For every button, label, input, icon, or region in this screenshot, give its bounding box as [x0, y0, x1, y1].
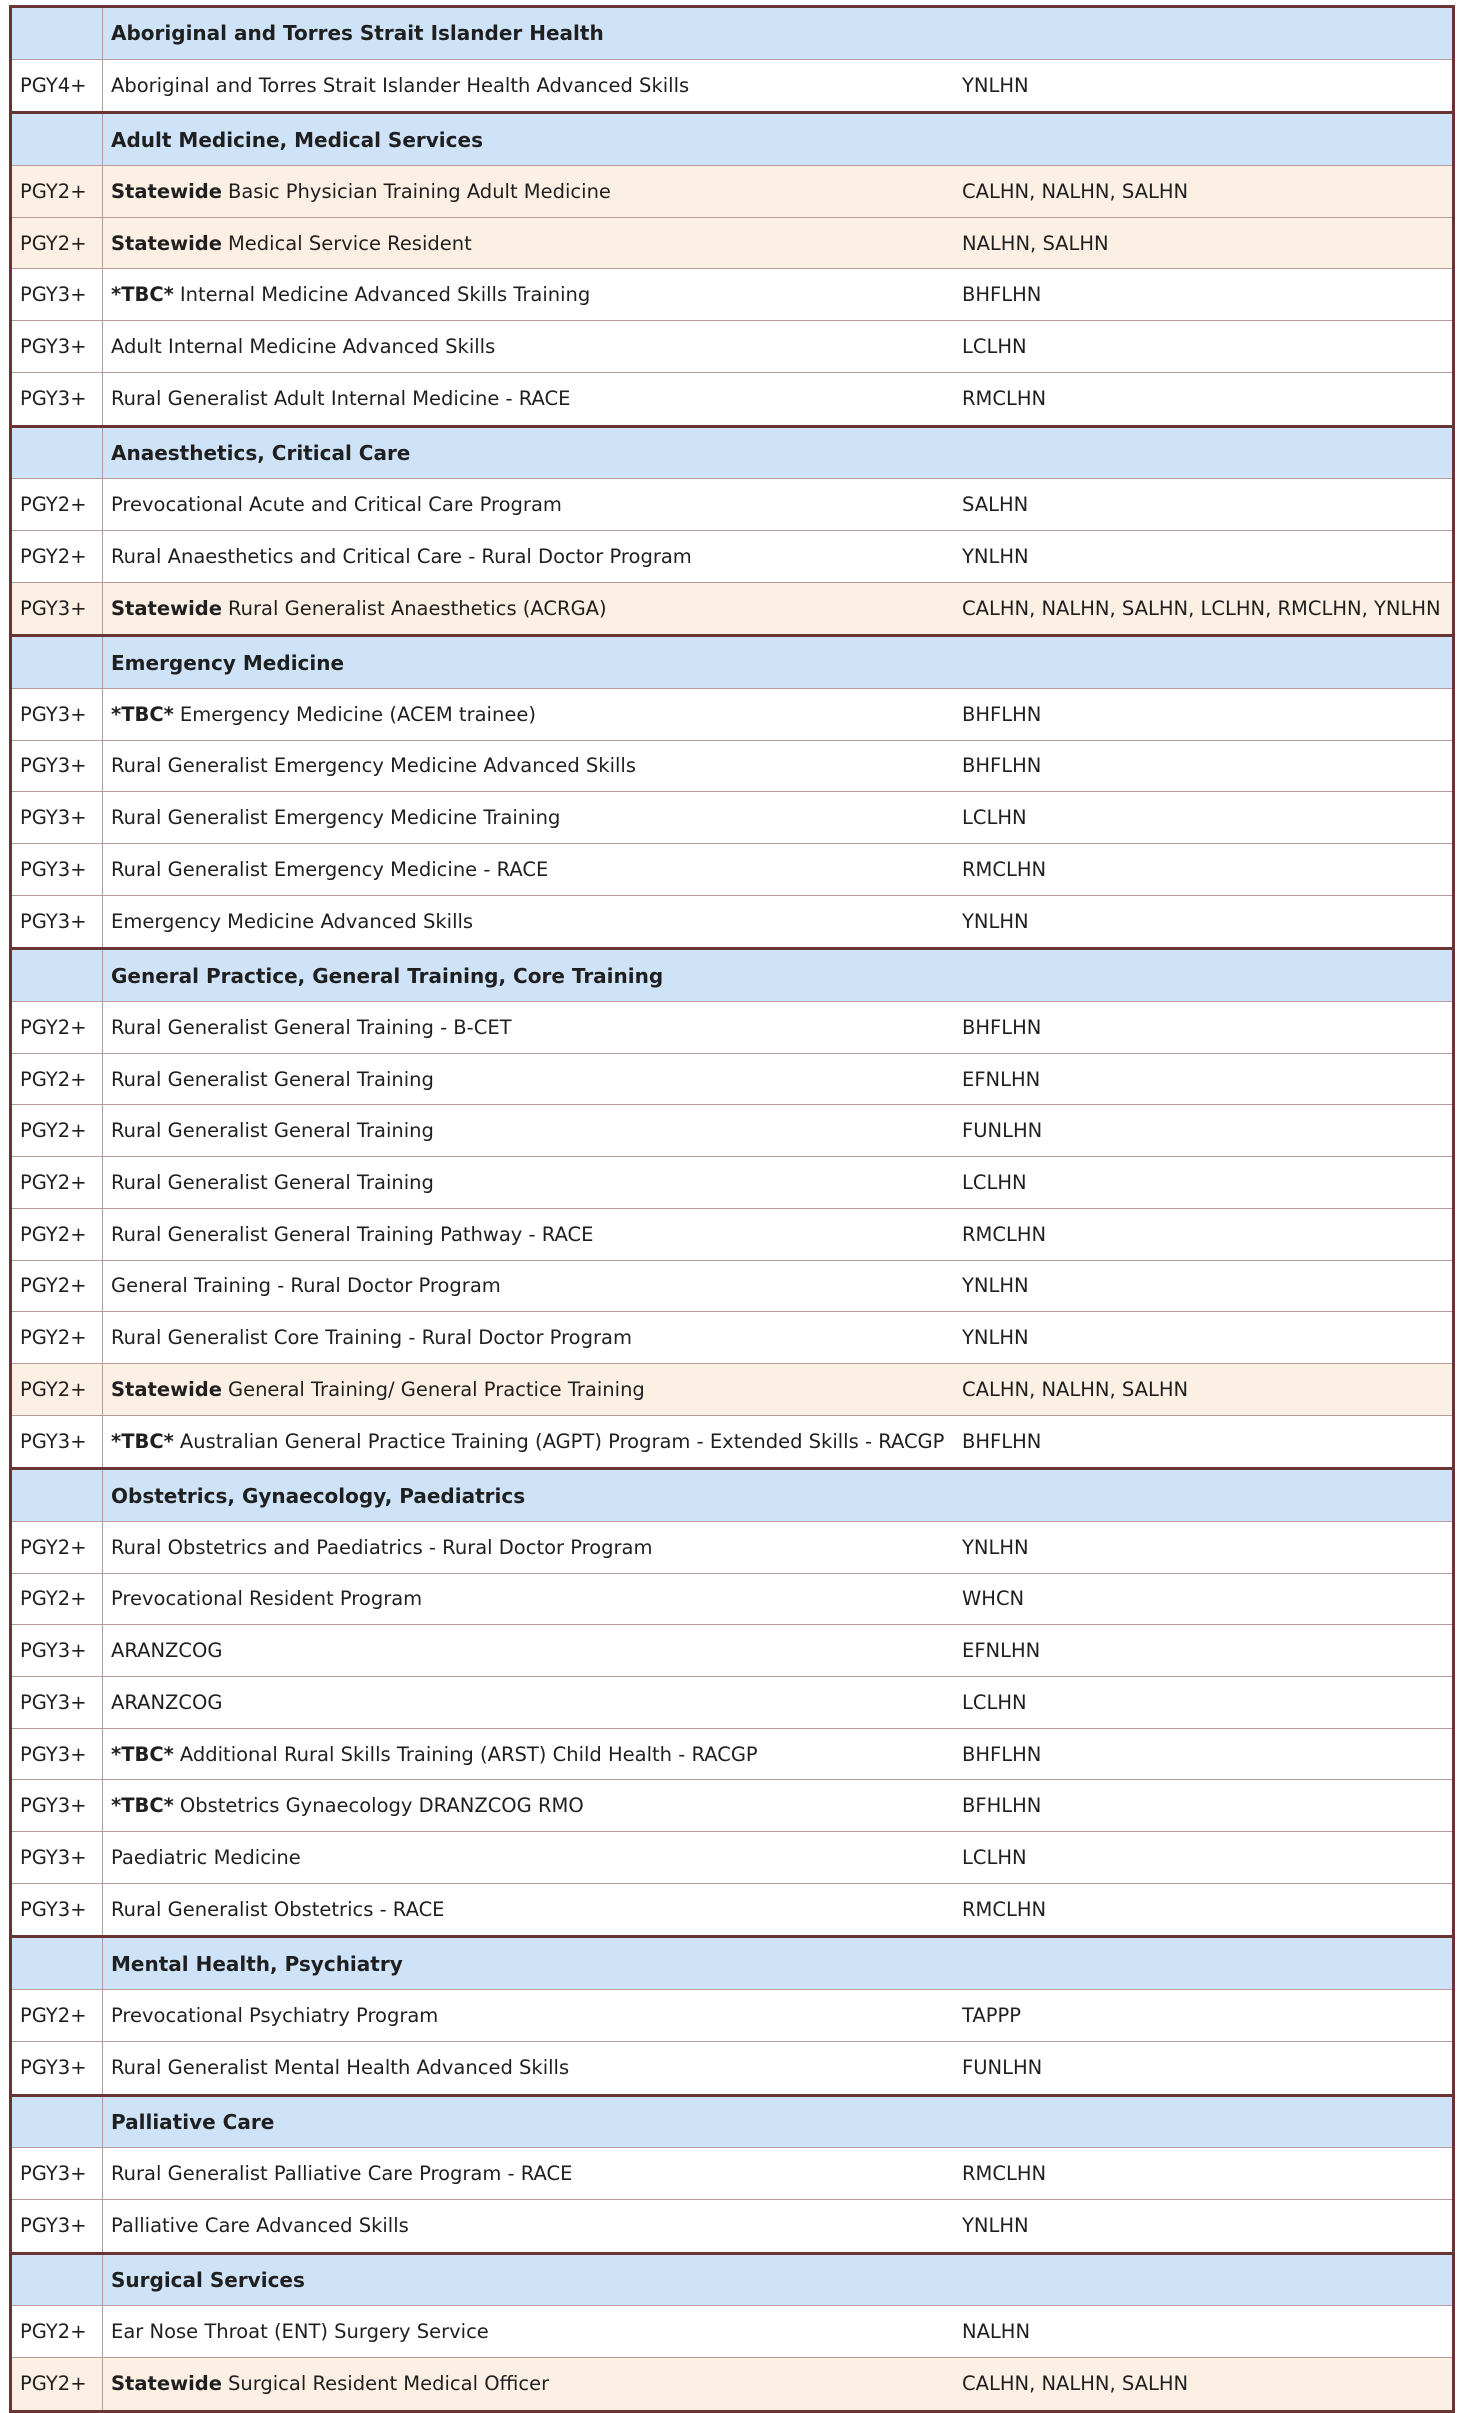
program-cell: [103, 1574, 954, 1625]
pgy-cell: PGY2+: [12, 1522, 103, 1573]
lhn-cell: YNLHN: [962, 74, 1029, 98]
lhn-cell: BHFLHN: [962, 702, 1042, 726]
table-row: [12, 689, 1452, 741]
program-name: Rural Generalist Anaesthetics (ACRGA): [227, 596, 607, 620]
lhn-cell: BHFLHN: [962, 754, 1042, 778]
program-name: Additional Rural Skills Training (ARST) Child Health - RACGP: [179, 1742, 758, 1766]
program-name: Rural Generalist Adult Internal Medicine - RACE: [111, 387, 571, 411]
program-cell: [103, 1884, 954, 1936]
program-cell: [103, 321, 954, 372]
group-header-lhn-spacer: [954, 1470, 1452, 1521]
program-cell: [103, 373, 954, 425]
program-tag: Statewide: [111, 2372, 222, 2396]
pgy-cell: PGY2+: [12, 2306, 103, 2357]
group-header-lhn-spacer: [954, 637, 1452, 688]
group-header-spacer: [12, 428, 103, 479]
program-cell: [103, 479, 954, 530]
program-cell: [103, 269, 954, 320]
group-header-lhn-spacer: [954, 428, 1452, 479]
program-name: Palliative Care Advanced Skills: [111, 2214, 409, 2238]
group-header-lhn-spacer: [954, 2255, 1452, 2306]
pgy-cell: PGY3+: [12, 844, 103, 895]
program-tag: *TBC*: [111, 1429, 174, 1453]
table-row: [12, 1574, 1452, 1626]
pgy-cell: PGY3+: [12, 1780, 103, 1831]
lhn-cell: NALHN: [962, 2320, 1031, 2344]
pgy-cell: PGY2+: [12, 531, 103, 582]
program-group: [9, 425, 1455, 638]
program-name: Rural Generalist Palliative Care Program - RACE: [111, 2162, 573, 2186]
lhn-cell: NALHN, SALHN: [962, 231, 1109, 255]
group-header-row: [12, 2255, 1452, 2307]
pgy-cell: PGY2+: [12, 2358, 103, 2410]
pgy-cell: PGY3+: [12, 1832, 103, 1883]
program-cell: [103, 2042, 954, 2094]
program-cell: [103, 844, 954, 895]
program-name: Rural Generalist Core Training - Rural Doctor Program: [111, 1326, 632, 1350]
lhn-cell: CALHN, NALHN, SALHN: [962, 1377, 1189, 1401]
pgy-cell: PGY3+: [12, 689, 103, 740]
pgy-cell: PGY3+: [12, 2148, 103, 2199]
program-cell: [103, 1522, 954, 1573]
program-cell: [103, 2358, 954, 2410]
table-row: [12, 1002, 1452, 1054]
table-row: [12, 844, 1452, 896]
program-name: Rural Generalist General Training - B-CET: [111, 1015, 512, 1039]
program-cell: [103, 1364, 954, 1415]
lhn-cell: CALHN, NALHN, SALHN, LCLHN, RMCLHN, YNLHN: [962, 596, 1441, 620]
group-header-row: [12, 1470, 1452, 1522]
group-title: General Practice, General Training, Core Training: [111, 963, 664, 988]
program-group: [9, 111, 1455, 427]
table-row: [12, 583, 1452, 635]
table-row: [12, 1157, 1452, 1209]
program-group: [9, 634, 1455, 950]
program-cell: [103, 2148, 954, 2199]
lhn-cell: EFNLHN: [962, 1067, 1041, 1091]
program-cell: [103, 1261, 954, 1312]
lhn-cell: CALHN, NALHN, SALHN: [962, 2372, 1189, 2396]
table-row: [12, 792, 1452, 844]
group-header-spacer: [12, 950, 103, 1001]
lhn-cell: BFHLHN: [962, 1794, 1042, 1818]
program-name: General Training - Rural Doctor Program: [111, 1274, 501, 1298]
group-header-lhn-spacer: [954, 2097, 1452, 2148]
program-name: Rural Generalist General Training: [111, 1119, 434, 1143]
program-cell: [103, 1416, 954, 1468]
lhn-cell: TAPPP: [962, 2003, 1022, 2027]
program-name: Rural Generalist General Training: [111, 1067, 434, 1091]
program-name: Prevocational Resident Program: [111, 1587, 423, 1611]
group-header-spacer: [12, 1938, 103, 1989]
lhn-cell: LCLHN: [962, 334, 1027, 358]
pgy-cell: PGY3+: [12, 269, 103, 320]
program-cell: [103, 1677, 954, 1728]
program-tag: *TBC*: [111, 1742, 174, 1766]
lhn-cell: RMCLHN: [962, 2162, 1047, 2186]
program-cell: [103, 1157, 954, 1208]
group-header-spacer: [12, 2097, 103, 2148]
lhn-cell: RMCLHN: [962, 387, 1047, 411]
group-title: Mental Health, Psychiatry: [111, 1951, 403, 1976]
program-name: Medical Service Resident: [227, 231, 472, 255]
program-name: Rural Generalist Obstetrics - RACE: [111, 1898, 445, 1922]
group-header-row: [12, 950, 1452, 1002]
program-name: Emergency Medicine Advanced Skills: [111, 910, 474, 934]
program-name: Internal Medicine Advanced Skills Training: [179, 283, 591, 307]
program-name: Emergency Medicine (ACEM trainee): [179, 702, 536, 726]
program-group: [9, 2252, 1455, 2413]
table-row: [12, 1780, 1452, 1832]
pgy-cell: PGY2+: [12, 1364, 103, 1415]
lhn-cell: YNLHN: [962, 544, 1029, 568]
program-cell: [103, 166, 954, 217]
pgy-cell: PGY4+: [12, 60, 103, 112]
program-tag: *TBC*: [111, 702, 174, 726]
pgy-cell: PGY3+: [12, 741, 103, 792]
program-name: Surgical Resident Medical Officer: [227, 2372, 550, 2396]
pgy-cell: PGY2+: [12, 1312, 103, 1363]
program-tag: *TBC*: [111, 1794, 174, 1818]
program-name: ARANZCOG: [111, 1639, 223, 1663]
program-cell: [103, 1002, 954, 1053]
pgy-cell: PGY2+: [12, 1157, 103, 1208]
pgy-cell: PGY3+: [12, 1884, 103, 1936]
table-row: [12, 2042, 1452, 2094]
group-header-row: [12, 114, 1452, 166]
table-row: [12, 1625, 1452, 1677]
program-name: Rural Generalist General Training: [111, 1170, 434, 1194]
group-header-spacer: [12, 114, 103, 165]
pgy-cell: PGY3+: [12, 373, 103, 425]
group-header-row: [12, 1938, 1452, 1990]
program-name: Rural Anaesthetics and Critical Care - Rural Doctor Program: [111, 544, 692, 568]
group-header-row: [12, 637, 1452, 689]
group-header-lhn-spacer: [954, 950, 1452, 1001]
program-name: Rural Generalist Emergency Medicine Advanced Skills: [111, 754, 636, 778]
lhn-cell: YNLHN: [962, 2214, 1029, 2238]
program-cell: [103, 741, 954, 792]
pgy-cell: PGY3+: [12, 321, 103, 372]
pgy-cell: PGY3+: [12, 1625, 103, 1676]
table-row: [12, 321, 1452, 373]
pgy-cell: PGY2+: [12, 1002, 103, 1053]
lhn-cell: BHFLHN: [962, 1429, 1042, 1453]
group-header-lhn-spacer: [954, 1938, 1452, 1989]
program-tag: *TBC*: [111, 283, 174, 307]
pgy-cell: PGY3+: [12, 792, 103, 843]
table-row: [12, 741, 1452, 793]
program-name: Ear Nose Throat (ENT) Surgery Service: [111, 2320, 489, 2344]
table-row: [12, 1832, 1452, 1884]
table-row: [12, 269, 1452, 321]
program-cell: [103, 2200, 954, 2252]
table-row: [12, 1054, 1452, 1106]
pgy-cell: PGY2+: [12, 218, 103, 269]
program-name: General Training/ General Practice Training: [227, 1377, 645, 1401]
program-tag: Statewide: [111, 179, 222, 203]
program-cell: [103, 1729, 954, 1780]
program-name: Aboriginal and Torres Strait Islander Health Advanced Skills: [111, 74, 690, 98]
group-title: Palliative Care: [111, 2109, 275, 2134]
program-cell: [103, 218, 954, 269]
table-row: [12, 1209, 1452, 1261]
group-title: Adult Medicine, Medical Services: [111, 127, 483, 152]
table-row: [12, 1884, 1452, 1936]
program-cell: [103, 2306, 954, 2357]
program-cell: [103, 531, 954, 582]
lhn-cell: BHFLHN: [962, 283, 1042, 307]
programs-table: [9, 8, 1455, 2413]
lhn-cell: FUNLHN: [962, 1119, 1043, 1143]
program-cell: [103, 60, 954, 112]
program-cell: [103, 792, 954, 843]
pgy-cell: PGY2+: [12, 479, 103, 530]
program-name: Adult Internal Medicine Advanced Skills: [111, 334, 496, 358]
lhn-cell: LCLHN: [962, 1170, 1027, 1194]
pgy-cell: PGY3+: [12, 2200, 103, 2252]
group-title: Emergency Medicine: [111, 650, 345, 675]
table-row: [12, 1261, 1452, 1313]
pgy-cell: PGY2+: [12, 1261, 103, 1312]
group-header-row: [12, 428, 1452, 480]
table-row: [12, 2200, 1452, 2252]
table-row: [12, 1416, 1452, 1468]
lhn-cell: RMCLHN: [962, 857, 1047, 881]
lhn-cell: YNLHN: [962, 1326, 1029, 1350]
program-group: [9, 1467, 1455, 1938]
group-header-spacer: [12, 2255, 103, 2306]
group-title: Surgical Services: [111, 2267, 305, 2292]
lhn-cell: CALHN, NALHN, SALHN: [962, 179, 1189, 203]
table-row: [12, 1677, 1452, 1729]
lhn-cell: YNLHN: [962, 1535, 1029, 1559]
program-name: Basic Physician Training Adult Medicine: [227, 179, 611, 203]
group-title: Anaesthetics, Critical Care: [111, 440, 411, 465]
program-name: Rural Generalist Mental Health Advanced Skills: [111, 2056, 570, 2080]
lhn-cell: SALHN: [962, 493, 1029, 517]
program-cell: [103, 1312, 954, 1363]
group-title: Obstetrics, Gynaecology, Paediatrics: [111, 1483, 526, 1508]
table-row: [12, 373, 1452, 425]
pgy-cell: PGY3+: [12, 583, 103, 635]
program-cell: [103, 1625, 954, 1676]
table-row: [12, 531, 1452, 583]
lhn-cell: RMCLHN: [962, 1222, 1047, 1246]
table-row: [12, 479, 1452, 531]
lhn-cell: RMCLHN: [962, 1898, 1047, 1922]
program-name: Rural Generalist General Training Pathway - RACE: [111, 1222, 594, 1246]
pgy-cell: PGY3+: [12, 896, 103, 948]
program-group: [9, 1935, 1455, 2096]
pgy-cell: PGY2+: [12, 1054, 103, 1105]
program-group: [9, 947, 1455, 1470]
program-group: [9, 5, 1455, 114]
table-row: [12, 2148, 1452, 2200]
program-cell: [103, 896, 954, 948]
program-cell: [103, 583, 954, 635]
program-name: Prevocational Acute and Critical Care Program: [111, 493, 562, 517]
table-row: [12, 1105, 1452, 1157]
program-cell: [103, 1105, 954, 1156]
program-cell: [103, 1990, 954, 2041]
lhn-cell: LCLHN: [962, 1690, 1027, 1714]
table-row: [12, 2306, 1452, 2358]
group-header-lhn-spacer: [954, 8, 1452, 59]
table-row: [12, 218, 1452, 270]
group-header-row: [12, 2097, 1452, 2149]
program-cell: [103, 689, 954, 740]
group-header-spacer: [12, 1470, 103, 1521]
lhn-cell: YNLHN: [962, 910, 1029, 934]
program-name: ARANZCOG: [111, 1690, 223, 1714]
lhn-cell: EFNLHN: [962, 1639, 1041, 1663]
group-header-spacer: [12, 637, 103, 688]
pgy-cell: PGY3+: [12, 1416, 103, 1468]
pgy-cell: PGY2+: [12, 1105, 103, 1156]
program-cell: [103, 1780, 954, 1831]
table-row: [12, 1364, 1452, 1416]
table-row: [12, 1312, 1452, 1364]
table-row: [12, 166, 1452, 218]
program-cell: [103, 1832, 954, 1883]
pgy-cell: PGY2+: [12, 1574, 103, 1625]
lhn-cell: WHCN: [962, 1587, 1025, 1611]
program-name: Obstetrics Gynaecology DRANZCOG RMO: [179, 1794, 584, 1818]
program-name: Rural Generalist Emergency Medicine Training: [111, 806, 561, 830]
program-name: Rural Generalist Emergency Medicine - RACE: [111, 857, 549, 881]
lhn-cell: LCLHN: [962, 1845, 1027, 1869]
lhn-cell: BHFLHN: [962, 1015, 1042, 1039]
program-name: Australian General Practice Training (AGPT) Program - Extended Skills - RACGP: [179, 1429, 945, 1453]
program-cell: [103, 1209, 954, 1260]
group-title: Aboriginal and Torres Strait Islander Health: [111, 21, 604, 46]
group-header-row: [12, 8, 1452, 60]
table-row: [12, 896, 1452, 948]
pgy-cell: PGY2+: [12, 166, 103, 217]
pgy-cell: PGY3+: [12, 2042, 103, 2094]
program-name: Prevocational Psychiatry Program: [111, 2003, 439, 2027]
program-tag: Statewide: [111, 1377, 222, 1401]
program-name: Rural Obstetrics and Paediatrics - Rural Doctor Program: [111, 1535, 653, 1559]
program-tag: Statewide: [111, 231, 222, 255]
table-row: [12, 2358, 1452, 2410]
pgy-cell: PGY3+: [12, 1677, 103, 1728]
group-header-lhn-spacer: [954, 114, 1452, 165]
lhn-cell: BHFLHN: [962, 1742, 1042, 1766]
table-row: [12, 1522, 1452, 1574]
pgy-cell: PGY2+: [12, 1990, 103, 2041]
program-group: [9, 2094, 1455, 2255]
program-name: Paediatric Medicine: [111, 1845, 301, 1869]
lhn-cell: YNLHN: [962, 1274, 1029, 1298]
pgy-cell: PGY2+: [12, 1209, 103, 1260]
pgy-cell: PGY3+: [12, 1729, 103, 1780]
program-tag: Statewide: [111, 596, 222, 620]
group-header-spacer: [12, 8, 103, 59]
lhn-cell: LCLHN: [962, 806, 1027, 830]
table-row: [12, 60, 1452, 112]
table-row: [12, 1990, 1452, 2042]
program-cell: [103, 1054, 954, 1105]
table-row: [12, 1729, 1452, 1781]
lhn-cell: FUNLHN: [962, 2056, 1043, 2080]
